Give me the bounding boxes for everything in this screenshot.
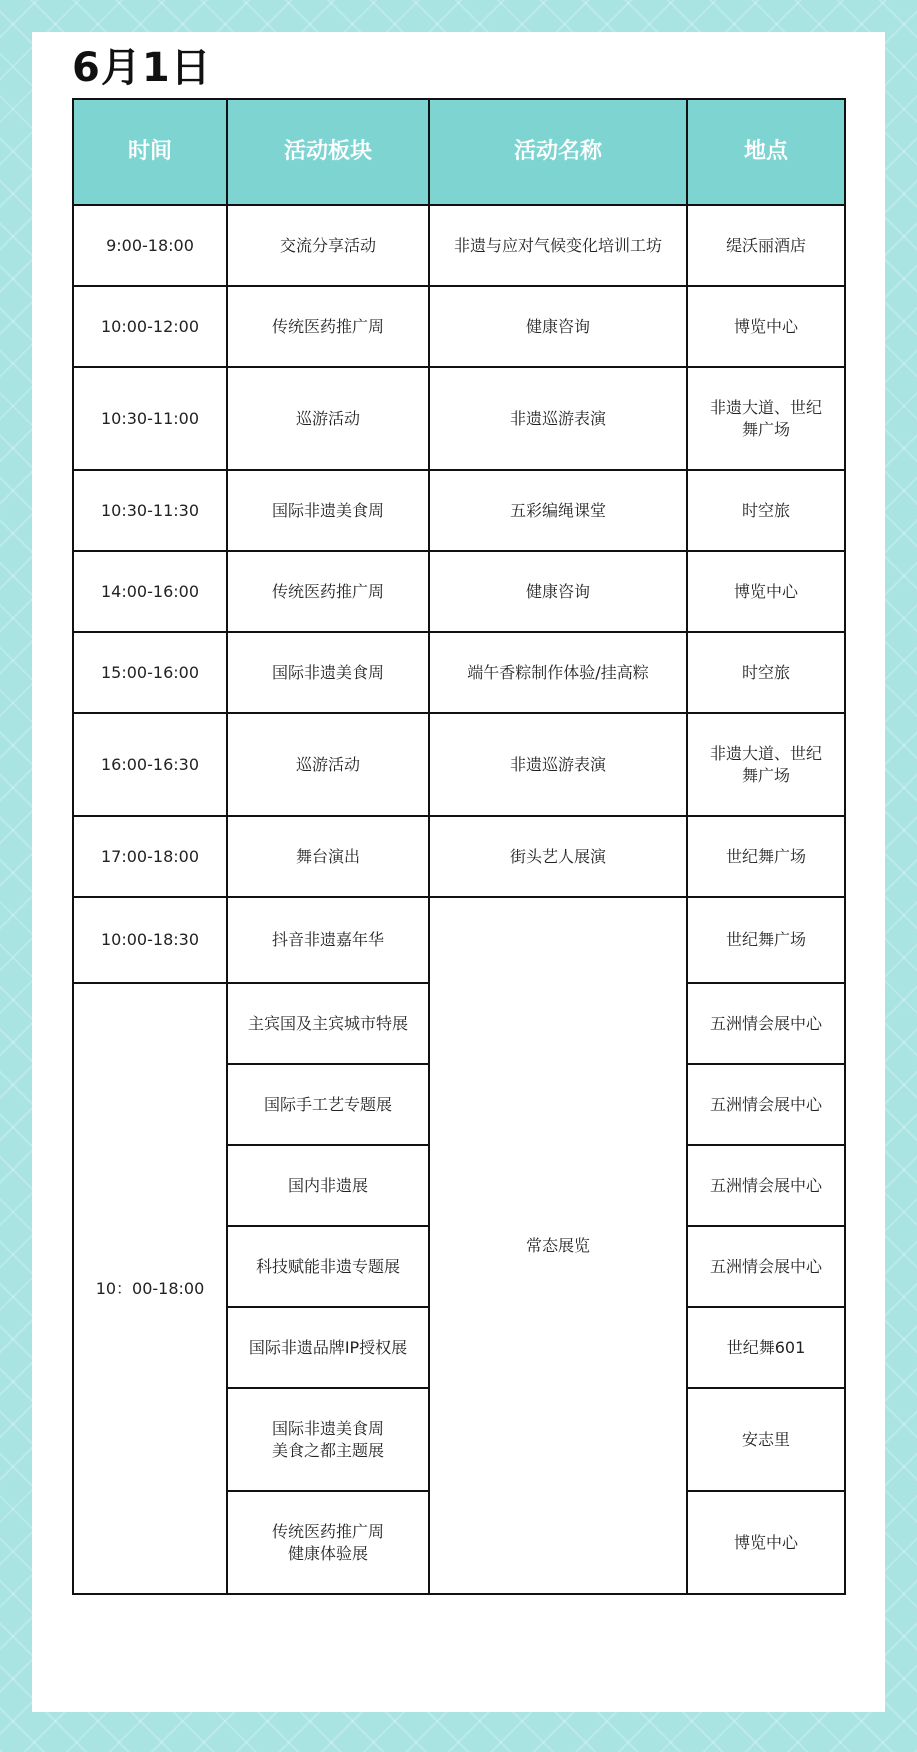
location-cell: 世纪舞601 (687, 1307, 845, 1388)
time-cell: 10:00-18:30 (73, 897, 227, 983)
section-cell: 巡游活动 (227, 713, 429, 816)
time-cell: 14:00-16:00 (73, 551, 227, 632)
location-line-1: 非遗大道、世纪 (709, 743, 822, 763)
activity-name-cell: 非遗巡游表演 (429, 367, 687, 470)
time-cell: 17:00-18:00 (73, 816, 227, 897)
header-location: 地点 (687, 99, 845, 205)
section-cell: 科技赋能非遗专题展 (227, 1226, 429, 1307)
table-row (73, 286, 845, 367)
location-cell: 缇沃丽酒店 (687, 205, 845, 286)
location-cell: 五洲情会展中心 (687, 983, 845, 1064)
table-row (73, 367, 845, 470)
time-cell: 15:00-16:00 (73, 632, 227, 713)
time-cell: 10:30-11:00 (73, 367, 227, 470)
header-activity-name: 活动名称 (429, 99, 687, 205)
section-line-2: 健康体验展 (287, 1543, 368, 1563)
location-cell: 博览中心 (687, 551, 845, 632)
section-cell: 舞台演出 (227, 816, 429, 897)
section-line-2: 美食之都主题展 (271, 1440, 384, 1460)
merged-activity-name-cell: 常态展览 (429, 897, 687, 1594)
time-cell: 10:00-12:00 (73, 286, 227, 367)
table-row (73, 632, 845, 713)
schedule-card (32, 32, 885, 1712)
location-cell: 世纪舞广场 (687, 816, 845, 897)
location-cell: 博览中心 (687, 286, 845, 367)
section-cell: 国际非遗品牌IP授权展 (227, 1307, 429, 1388)
location-cell (687, 713, 845, 816)
section-cell: 国际非遗美食周 (227, 470, 429, 551)
table-row (73, 816, 845, 897)
header-time: 时间 (73, 99, 227, 205)
section-cell: 国际手工艺专题展 (227, 1064, 429, 1145)
time-cell: 9:00-18:00 (73, 205, 227, 286)
location-cell: 安志里 (687, 1388, 845, 1491)
activity-name-cell: 非遗巡游表演 (429, 713, 687, 816)
activity-name-cell: 街头艺人展演 (429, 816, 687, 897)
activity-name-cell: 五彩编绳课堂 (429, 470, 687, 551)
header-section: 活动板块 (227, 99, 429, 205)
section-cell (227, 1491, 429, 1594)
section-cell: 交流分享活动 (227, 205, 429, 286)
activity-name-cell: 端午香粽制作体验/挂高粽 (429, 632, 687, 713)
table-row (73, 470, 845, 551)
location-line-2: 舞广场 (741, 765, 790, 785)
schedule-table (72, 98, 846, 1595)
section-cell: 国内非遗展 (227, 1145, 429, 1226)
table-row (73, 713, 845, 816)
header-row (73, 99, 845, 205)
location-line-1: 非遗大道、世纪 (709, 397, 822, 417)
activity-name-cell: 健康咨询 (429, 551, 687, 632)
activity-name-cell: 非遗与应对气候变化培训工坊 (429, 205, 687, 286)
section-line-1: 国际非遗美食周 (271, 1418, 384, 1438)
table-row (73, 897, 845, 983)
activity-name-cell: 健康咨询 (429, 286, 687, 367)
section-cell (227, 1388, 429, 1491)
merged-time-cell: 10：00-18:00 (73, 983, 227, 1594)
page-title: 6月1日 (72, 45, 212, 91)
time-cell: 10:30-11:30 (73, 470, 227, 551)
section-cell: 国际非遗美食周 (227, 632, 429, 713)
location-line-2: 舞广场 (741, 419, 790, 439)
section-line-1: 传统医药推广周 (271, 1521, 384, 1541)
location-cell: 五洲情会展中心 (687, 1145, 845, 1226)
location-cell: 五洲情会展中心 (687, 1226, 845, 1307)
location-cell: 博览中心 (687, 1491, 845, 1594)
location-cell: 时空旅 (687, 632, 845, 713)
location-cell: 五洲情会展中心 (687, 1064, 845, 1145)
section-cell: 抖音非遗嘉年华 (227, 897, 429, 983)
section-cell: 主宾国及主宾城市特展 (227, 983, 429, 1064)
time-cell: 16:00-16:30 (73, 713, 227, 816)
section-cell: 传统医药推广周 (227, 551, 429, 632)
table-row (73, 551, 845, 632)
table-row (73, 205, 845, 286)
location-cell: 时空旅 (687, 470, 845, 551)
section-cell: 巡游活动 (227, 367, 429, 470)
location-cell (687, 367, 845, 470)
section-cell: 传统医药推广周 (227, 286, 429, 367)
location-cell: 世纪舞广场 (687, 897, 845, 983)
